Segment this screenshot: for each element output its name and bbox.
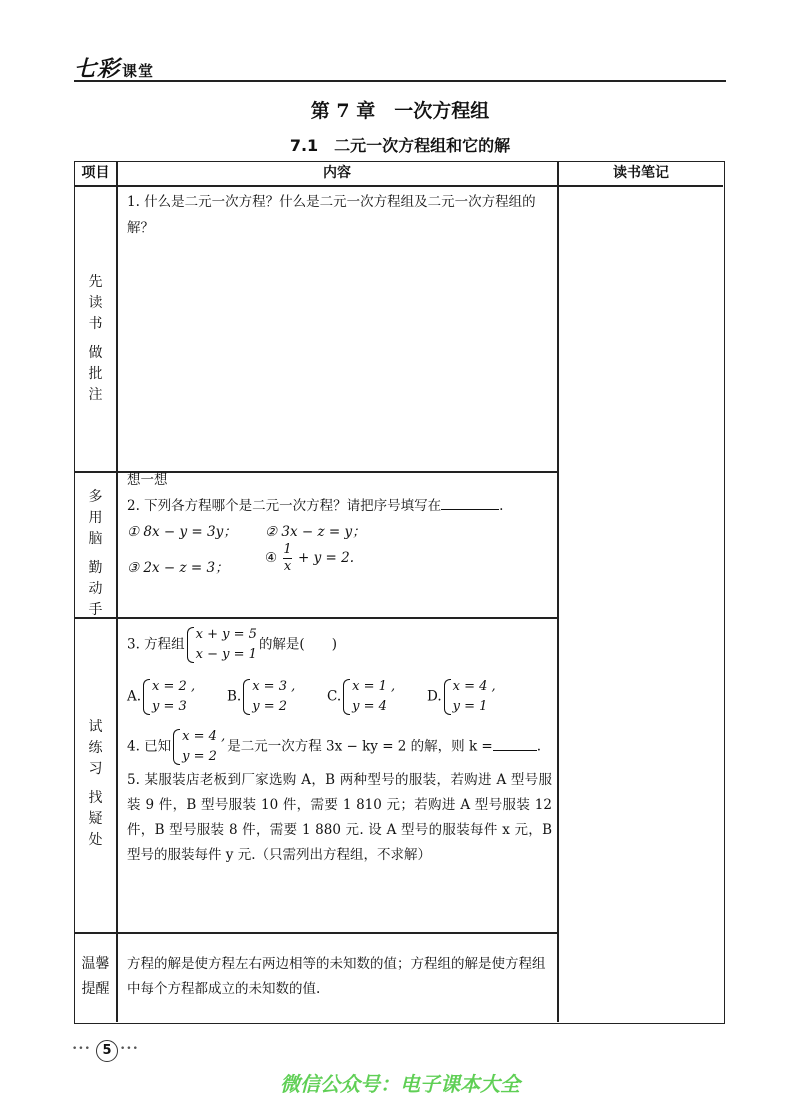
answer-blank-q4[interactable] bbox=[493, 734, 537, 751]
choice-c: C. x = 1 , y = 4 bbox=[327, 677, 397, 717]
question-4: 4. 已知 x = 4 , y = 2 是二元一次方程 3x − ky = 2 的解，则 k = . bbox=[127, 727, 552, 767]
chapter-title: 第 7 章 一次方程组 bbox=[310, 100, 490, 122]
question-5: 5. 某服装店老板到厂家选购 A，B 两种型号的服装，若购进 A 型号服装 9 件，B 型号服装 10 件，需要 1 810 元；若购进 A 型号服装 12 件，B 型号服装 8 件，需要 1 880 元. 设 A 型号的服装每件 x 元，B 型号的服装每件 y 元.（只需列出方程组，不求解） bbox=[127, 772, 552, 863]
header-content: 内容 bbox=[323, 165, 351, 181]
row-label-read: 先 读 书 做 批 注 bbox=[88, 274, 103, 403]
answer-blank-q2[interactable] bbox=[441, 493, 499, 510]
choice-b: B. x = 3 , y = 2 bbox=[227, 677, 297, 717]
brand-logo: 七彩 课堂 bbox=[74, 57, 155, 82]
question-1: 1. 什么是二元一次方程？什么是二元一次方程组及二元一次方程组的解？ bbox=[127, 194, 536, 236]
watermark: 微信公众号：电子课本大全 bbox=[280, 1072, 520, 1096]
study-table bbox=[74, 161, 725, 1024]
header-notes: 读书笔记 bbox=[613, 165, 669, 181]
question-2: 2. 下列各方程哪个是二元一次方程？请把序号填写在 . bbox=[127, 493, 552, 519]
fraction-1-over-x: $\frac{1}{x}$ bbox=[283, 542, 292, 574]
header-rule bbox=[74, 80, 726, 82]
question-3: 3. 方程组 x + y = 5 x − y = 1 的解是( ) bbox=[127, 625, 337, 665]
section-title: 7.1 二元一次方程组和它的解 bbox=[289, 136, 511, 155]
think-heading: 想一想 bbox=[127, 472, 168, 488]
row-label-think: 多 用 脑 勤 动 手 bbox=[88, 489, 103, 618]
option-1: ① 8x − y = 3y； bbox=[127, 524, 237, 540]
row-label-tip: 温馨 提醒 bbox=[81, 956, 110, 997]
option-4: ④ $\frac{1}{x}$ + y = 2. bbox=[265, 542, 354, 574]
tip-text: 方程的解是使方程左右两边相等的未知数的值；方程组的解是使方程组中每个方程都成立的未知数的值. bbox=[127, 956, 546, 997]
option-2: ② 3x − z = y； bbox=[265, 524, 366, 540]
option-3: ③ 2x − z = 3； bbox=[127, 560, 229, 576]
choice-d: D. x = 4 , y = 1 bbox=[427, 677, 498, 717]
equation-system-q3: x + y = 5 x − y = 1 bbox=[187, 625, 257, 665]
notes-area[interactable] bbox=[559, 187, 723, 1021]
page-number: ••• 5 ••• bbox=[72, 1040, 146, 1060]
row-label-practice: 试 练 习 找 疑 处 bbox=[88, 719, 103, 848]
header-item: 项目 bbox=[81, 165, 110, 181]
choice-a: A. x = 2 , y = 3 bbox=[127, 677, 197, 717]
